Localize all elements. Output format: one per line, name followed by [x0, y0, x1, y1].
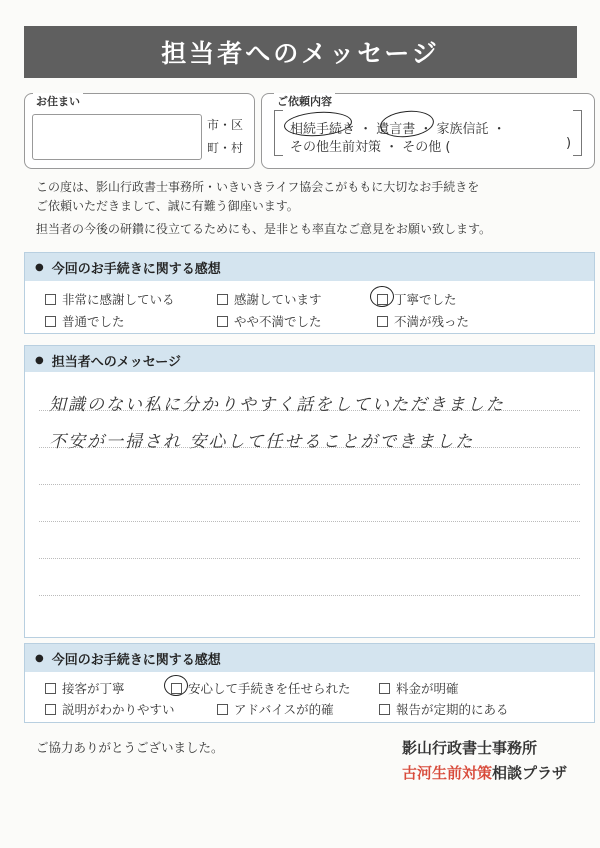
office-name: 影山行政書士事務所: [402, 739, 538, 757]
intro-line-2: ご依頼いただきまして、誠に有難う御座います。: [36, 199, 299, 213]
checkbox-icon[interactable]: [379, 683, 390, 694]
request-label: ご依頼内容: [274, 93, 335, 109]
address-suffix-city: 市・区: [207, 118, 244, 132]
option-unsatisfied[interactable]: 不満が残った: [377, 312, 469, 330]
request-line-2-close: ): [566, 136, 572, 151]
bullet-icon: ●: [35, 652, 44, 664]
address-field[interactable]: [32, 114, 202, 160]
request-line-1: 相続手続き ・ 遺言書 ・ 家族信託 ・: [290, 122, 506, 137]
option-very-grateful[interactable]: 非常に感謝している: [45, 290, 175, 308]
request-box: [261, 93, 595, 169]
checkbox-icon[interactable]: [217, 294, 228, 305]
option-good-advice[interactable]: アドバイスが的確: [217, 700, 334, 718]
option-normal[interactable]: 普通でした: [45, 312, 125, 330]
ruled-line: [39, 558, 580, 559]
section1-options: [24, 281, 595, 334]
section3-options: [24, 672, 595, 723]
circle-mark-trust: [164, 675, 188, 696]
bracket-left: [274, 110, 283, 156]
section2-heading: [24, 345, 595, 375]
plaza-name-red: 古河生前対策: [402, 764, 493, 782]
option-trust[interactable]: 安心して手続きを任せられた: [171, 679, 351, 697]
option-clear-explanation[interactable]: 説明がわかりやすい: [45, 700, 175, 718]
bullet-icon: ●: [35, 261, 44, 273]
circle-mark-polite: [370, 286, 394, 307]
option-clear-fee[interactable]: 料金が明確: [379, 679, 459, 697]
section1-heading-text: 今回のお手続きに関する感想: [51, 261, 221, 277]
section1-heading: [24, 252, 595, 282]
option-grateful[interactable]: 感謝しています: [217, 290, 322, 308]
ruled-line: [39, 521, 580, 522]
plaza-name-dark: 相談プラザ: [492, 764, 568, 782]
ruled-line: [39, 595, 580, 596]
section3-heading: [24, 643, 595, 673]
page-title: 担当者へのメッセージ: [24, 26, 577, 78]
address-box: [24, 93, 255, 169]
option-regular-reports[interactable]: 報告が定期的にある: [379, 700, 509, 718]
checkbox-icon[interactable]: [45, 316, 56, 327]
address-label: お住まい: [33, 93, 83, 109]
option-slightly-unsatisfied[interactable]: やや不満でした: [217, 312, 322, 330]
option-polite[interactable]: 丁寧でした: [377, 290, 457, 308]
checkbox-icon[interactable]: [45, 683, 56, 694]
plaza-name: [402, 762, 567, 783]
request-line-2: その他生前対策 ・ その他 (: [290, 140, 451, 155]
section3-heading-text: 今回のお手続きに関する感想: [51, 652, 221, 668]
checkbox-icon[interactable]: [379, 704, 390, 715]
checkbox-icon[interactable]: [45, 294, 56, 305]
bullet-icon: ●: [35, 354, 44, 366]
handwritten-line-2: 不安が一掃され 安心して任せることができました: [49, 432, 475, 452]
checkbox-icon[interactable]: [217, 316, 228, 327]
address-suffix-town: 町・村: [207, 141, 244, 155]
ruled-line: [39, 484, 580, 485]
option-polite-service[interactable]: 接客が丁寧: [45, 679, 125, 697]
checkbox-icon[interactable]: [377, 316, 388, 327]
intro-line-1: この度は、影山行政書士事務所・いきいきライフ協会こがももに大切なお手続きを: [36, 180, 480, 194]
checkbox-icon[interactable]: [217, 704, 228, 715]
message-area[interactable]: [24, 372, 595, 638]
thanks-text: ご協力ありがとうございました。: [36, 740, 224, 755]
bracket-right: [573, 110, 582, 156]
handwritten-line-1: 知識のない私に分かりやすく話をしていただきました: [49, 395, 505, 415]
checkbox-icon[interactable]: [45, 704, 56, 715]
intro-line-3: 担当者の今後の研鑽に役立てるためにも、是非とも率直なご意見をお願い致します。: [36, 222, 492, 236]
section2-heading-text: 担当者へのメッセージ: [51, 354, 181, 370]
